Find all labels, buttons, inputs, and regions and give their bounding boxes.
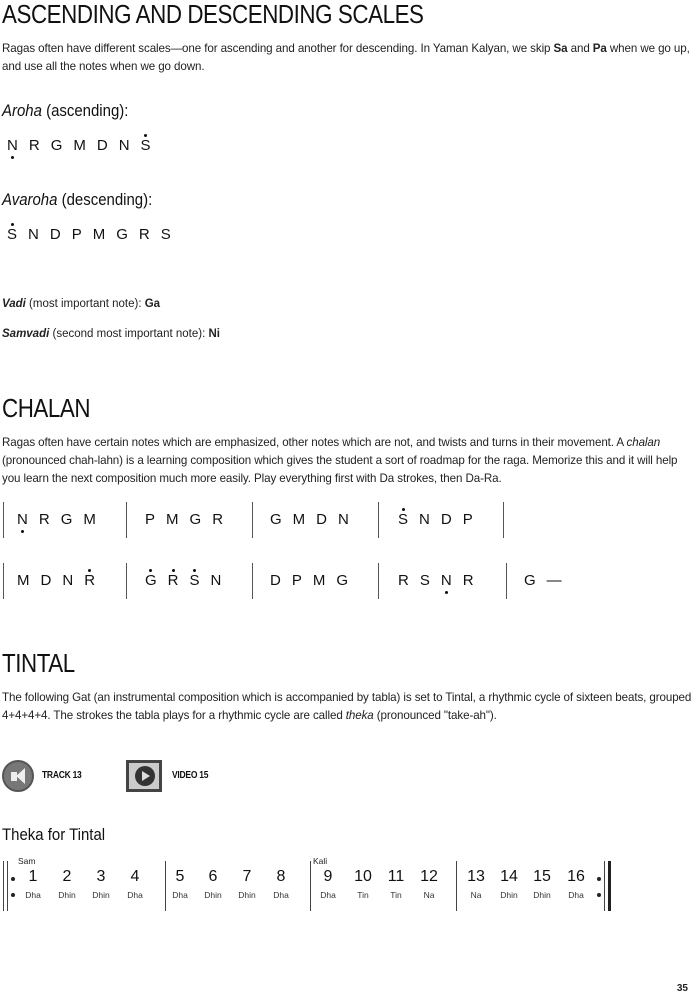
chalan-measure <box>145 572 221 589</box>
beat-number: 15 <box>533 868 551 885</box>
beat-number: 3 <box>96 868 106 885</box>
kali-marker: Kali <box>313 856 328 866</box>
avaroha-note: G <box>116 226 128 243</box>
samvadi-value: Ni <box>208 328 220 340</box>
beat-bol: Dhin <box>92 890 110 900</box>
aroha-note: N <box>7 137 18 154</box>
beat <box>561 856 591 900</box>
intro-sa: Sa <box>553 42 568 55</box>
avaroha-note: M <box>92 226 106 243</box>
beat-bol: Dhin <box>533 890 551 900</box>
section-title-tintal: TINTAL <box>2 648 75 678</box>
media-links <box>0 758 300 798</box>
vadi-label: Vadi <box>2 298 26 310</box>
beat-bol: Dhin <box>500 890 518 900</box>
section-title-chalan: CHALAN <box>2 393 91 423</box>
beat-number: 12 <box>420 868 438 885</box>
chalan-measure <box>270 572 348 589</box>
aroha-notes <box>7 137 151 154</box>
tintal-text-b: (pronounced "take-ah"). <box>373 709 497 722</box>
theka-table <box>0 856 696 916</box>
chalan-note: N <box>17 511 28 528</box>
beat <box>494 856 524 900</box>
barline <box>3 502 4 538</box>
chalan-note: P <box>291 572 302 589</box>
chalan-note: P <box>145 511 156 528</box>
beat-number: 10 <box>354 868 372 885</box>
chalan-note: G <box>60 511 73 528</box>
barline <box>378 563 379 599</box>
avaroha-note: D <box>49 226 61 243</box>
chalan-note: P <box>462 511 473 528</box>
beat-bol: Dhin <box>58 890 76 900</box>
beat-bol: Dhin <box>238 890 256 900</box>
avaroha-note: S <box>160 226 171 243</box>
barline <box>310 861 311 911</box>
chalan-note: N <box>338 511 349 528</box>
beat <box>461 856 491 900</box>
beat <box>165 856 195 900</box>
chalan-note: G <box>524 572 536 589</box>
aroha-heading <box>2 101 128 121</box>
end-barline <box>604 861 605 911</box>
avaroha-heading <box>2 190 152 210</box>
intro-pa: Pa <box>592 42 607 55</box>
avaroha-note: N <box>28 226 39 243</box>
intro-text-b: when we go up, and use all the notes when we go down. <box>2 42 690 73</box>
beat-number: 9 <box>323 868 333 885</box>
beat-bol: Dha <box>25 890 41 900</box>
beat-number: 13 <box>467 868 485 885</box>
sam-marker: Sam <box>18 856 36 866</box>
chalan-note: N <box>62 572 74 589</box>
chalan-note: — <box>546 572 562 589</box>
section-title-scales: ASCENDING AND DESCENDING SCALES <box>2 0 424 29</box>
beat-number: 7 <box>242 868 252 885</box>
aroha-note: D <box>96 137 108 154</box>
play-circle <box>135 766 155 786</box>
repeat-dot <box>11 877 15 881</box>
beat <box>381 856 411 900</box>
barline <box>252 502 253 538</box>
chalan-note: G <box>336 572 349 589</box>
barline <box>3 563 4 599</box>
tintal-italic: theka <box>345 709 374 722</box>
chalan-note: M <box>83 511 96 528</box>
chalan-text-a: Ragas often have certain notes which are emphasized, other notes which are not, and twists and turns in their movement. A <box>2 436 627 449</box>
chalan-note: M <box>312 572 326 589</box>
repeat-dot <box>597 877 601 881</box>
chalan-note: S <box>189 572 200 589</box>
intro-text-a: Ragas often have different scales—one for ascending and another for descending. In Yaman Kalyan, we skip <box>2 42 554 55</box>
beat-bol: Dhin <box>204 890 222 900</box>
scales-intro-paragraph <box>2 40 692 76</box>
chalan-note: G <box>189 511 202 528</box>
avaroha-label-rest: (descending): <box>57 190 153 209</box>
beat-number: 11 <box>387 868 405 885</box>
beat-number: 4 <box>130 868 140 885</box>
chalan-measure <box>398 511 473 528</box>
beat-bol: Dha <box>320 890 336 900</box>
tintal-text-a: The following Gat (an instrumental composition which is accompanied by tabla) is set to Tintal, a rhythmic cycle of sixteen beats, grouped 4+4+4+4. The strokes the tabla plays for a rhythmic cycle are called <box>2 691 692 722</box>
avaroha-note: P <box>71 226 82 243</box>
chalan-note: R <box>167 572 179 589</box>
vadi-line <box>2 298 160 310</box>
barline <box>126 502 127 538</box>
chalan-note: N <box>440 572 452 589</box>
aroha-note: G <box>50 137 63 154</box>
beat-bol: Dha <box>127 890 143 900</box>
barline <box>503 502 504 538</box>
barline <box>456 861 457 911</box>
chalan-measure <box>398 572 474 589</box>
chalan-measure <box>145 511 223 528</box>
chalan-note: M <box>166 511 179 528</box>
play-icon[interactable] <box>126 760 162 792</box>
chalan-paragraph <box>2 434 692 488</box>
beat <box>266 856 296 900</box>
samvadi-desc: (second most important note): <box>49 328 209 340</box>
beat-bol: Dha <box>568 890 584 900</box>
barline <box>378 502 379 538</box>
samvadi-label: Samvadi <box>2 328 50 340</box>
intro-and: and <box>567 42 593 55</box>
beat <box>120 856 150 900</box>
chalan-note: G <box>270 511 282 528</box>
beat-bol: Na <box>470 890 482 900</box>
video-label[interactable]: VIDEO 15 <box>172 770 209 781</box>
beat <box>313 856 343 900</box>
chalan-note: M <box>17 572 30 589</box>
chalan-note: R <box>212 511 224 528</box>
chalan-row-2 <box>0 563 696 603</box>
beat-number: 14 <box>500 868 518 885</box>
speaker-icon[interactable] <box>2 760 34 792</box>
beat <box>348 856 378 900</box>
vadi-value: Ga <box>144 298 161 310</box>
beat <box>414 856 444 900</box>
chalan-note: D <box>270 572 281 589</box>
chalan-note: G <box>145 572 157 589</box>
beat-bol: Na <box>423 890 435 900</box>
chalan-note: R <box>84 572 96 589</box>
beat <box>86 856 116 900</box>
end-barline <box>608 861 611 911</box>
chalan-row-1 <box>0 502 696 542</box>
beat-number: 1 <box>28 868 38 885</box>
chalan-measure <box>17 572 95 589</box>
beat-bol: Dha <box>172 890 188 900</box>
aroha-note: R <box>28 137 40 154</box>
tintal-paragraph <box>2 689 692 725</box>
chalan-note: D <box>440 511 452 528</box>
repeat-dot <box>597 893 601 897</box>
aroha-label-rest: (ascending): <box>41 101 129 120</box>
chalan-note: S <box>398 511 409 528</box>
aroha-label: Aroha <box>2 101 42 120</box>
avaroha-note: R <box>138 226 150 243</box>
barline <box>126 563 127 599</box>
avaroha-notes <box>7 226 171 243</box>
beat-bol: Dha <box>273 890 289 900</box>
track-label[interactable]: TRACK 13 <box>42 770 82 781</box>
repeat-dot <box>11 893 15 897</box>
chalan-measure <box>524 572 562 589</box>
barline <box>252 563 253 599</box>
avaroha-label: Avaroha <box>2 190 58 209</box>
beat-number: 6 <box>208 868 218 885</box>
chalan-note: M <box>292 511 306 528</box>
start-barline <box>7 861 8 911</box>
beat <box>52 856 82 900</box>
beat-number: 5 <box>175 868 185 885</box>
beat <box>232 856 262 900</box>
beat-bol: Tin <box>390 890 402 900</box>
page-number: 35 <box>676 983 688 994</box>
chalan-note: N <box>419 511 430 528</box>
chalan-note: R <box>398 572 409 589</box>
beat <box>527 856 557 900</box>
aroha-note: M <box>73 137 86 154</box>
avaroha-note: S <box>7 226 18 243</box>
chalan-note: D <box>316 511 328 528</box>
chalan-note: S <box>419 572 430 589</box>
start-barline <box>3 861 4 911</box>
chalan-note: N <box>210 572 222 589</box>
theka-title: Theka for Tintal <box>2 825 106 844</box>
beat-number: 8 <box>276 868 286 885</box>
chalan-note: D <box>40 572 52 589</box>
beat <box>198 856 228 900</box>
beat <box>18 856 48 900</box>
chalan-measure <box>270 511 349 528</box>
chalan-text-b: (pronounced chah-lahn) is a learning composition which gives the student a sort of roadmap for the raga. Memorize this and it will help you learn the next composition much more easily. Play everything first with Da strokes, then Da-Ra. <box>2 454 678 485</box>
vadi-desc: (most important note): <box>25 298 145 310</box>
beat-bol: Tin <box>357 890 369 900</box>
barline <box>506 563 507 599</box>
aroha-note: S <box>140 137 151 154</box>
aroha-note: N <box>118 137 130 154</box>
beat-number: 2 <box>62 868 72 885</box>
beat-number: 16 <box>567 868 585 885</box>
chalan-italic: chalan <box>626 436 661 449</box>
chalan-note: R <box>38 511 50 528</box>
chalan-note: R <box>462 572 474 589</box>
chalan-measure <box>17 511 96 528</box>
samvadi-line <box>2 328 220 340</box>
